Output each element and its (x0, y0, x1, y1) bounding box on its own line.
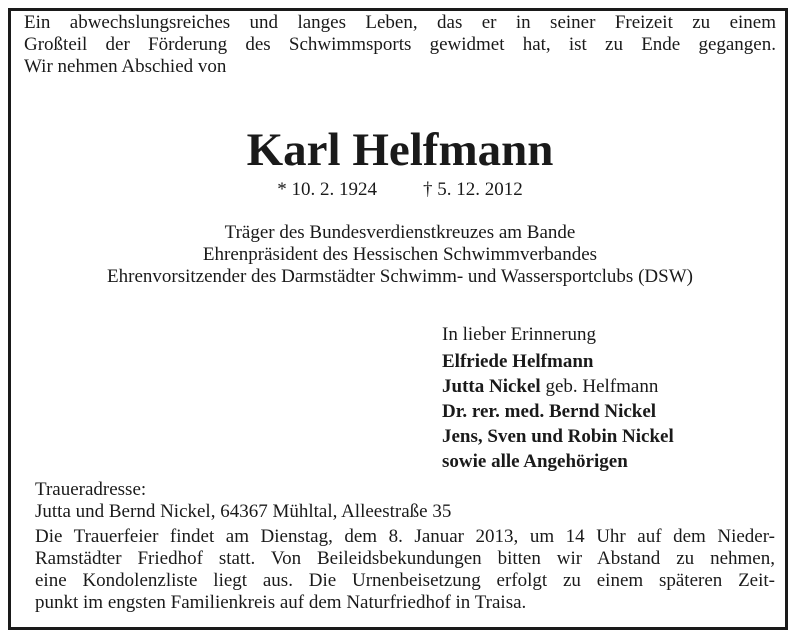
honors-list (0, 222, 800, 288)
honor-line: Träger des Bundesverdienstkreuzes am Bande (224, 222, 576, 243)
mourner-row (442, 374, 782, 399)
intro-line: Großteil der Förderung des Schwimmsports gewidmet hat, ist zu Ende gegangen. (24, 34, 776, 55)
life-dates (0, 179, 800, 201)
mourner-note: geb. Helfmann (540, 376, 659, 397)
notice-line: Ramstädter Friedhof statt. Von Beileidsbekundungen bitten wir Abstand zu nehmen, (35, 548, 775, 569)
honor-line: Ehrenvorsitzender des Darmstädter Schwimm- und Wassersportclubs (DSW) (107, 266, 693, 287)
notice-line: eine Kondolenzliste liegt aus. Die Urnenbeisetzung erfolgt zu einem späteren Zeit- (35, 570, 775, 591)
mourner-row (442, 424, 782, 449)
deceased-name: Karl Helfmann (246, 124, 554, 176)
notice-line: punkt im engsten Familienkreis auf dem Naturfriedhof in Traisa. (35, 592, 527, 613)
mourner-row (442, 449, 782, 474)
intro-line: Wir nehmen Abschied von (24, 56, 227, 77)
death-date: † 5. 12. 2012 (423, 179, 523, 200)
mourner-row (442, 399, 782, 424)
intro-line: Ein abwechslungsreiches und langes Leben, das er in seiner Freizeit zu einem (24, 12, 776, 33)
address-label: Traueradresse: (35, 479, 147, 500)
address-value: Jutta und Bernd Nickel, 64367 Mühltal, Alleestraße 35 (35, 501, 452, 522)
mourner-row (442, 349, 782, 374)
mourner-name: Jens, Sven und Robin Nickel (442, 426, 674, 447)
mourning-address (35, 479, 775, 523)
mourner-name: Jutta Nickel (442, 376, 541, 397)
intro-paragraph (24, 12, 776, 78)
honor-line: Ehrenpräsident des Hessischen Schwimmverbandes (202, 244, 598, 265)
birth-date: * 10. 2. 1924 (277, 179, 377, 200)
mourner-name: Dr. rer. med. Bernd Nickel (442, 401, 657, 422)
funeral-notice (35, 526, 775, 614)
mourners-heading: In lieber Erinnerung (442, 324, 597, 345)
notice-line: Die Trauerfeier findet am Dienstag, dem 8. Januar 2013, um 14 Uhr auf dem Nieder- (35, 526, 775, 547)
mourner-name: Elfriede Helfmann (442, 351, 594, 372)
mourner-name: sowie alle Angehörigen (442, 451, 628, 472)
mourners-block (442, 322, 782, 474)
